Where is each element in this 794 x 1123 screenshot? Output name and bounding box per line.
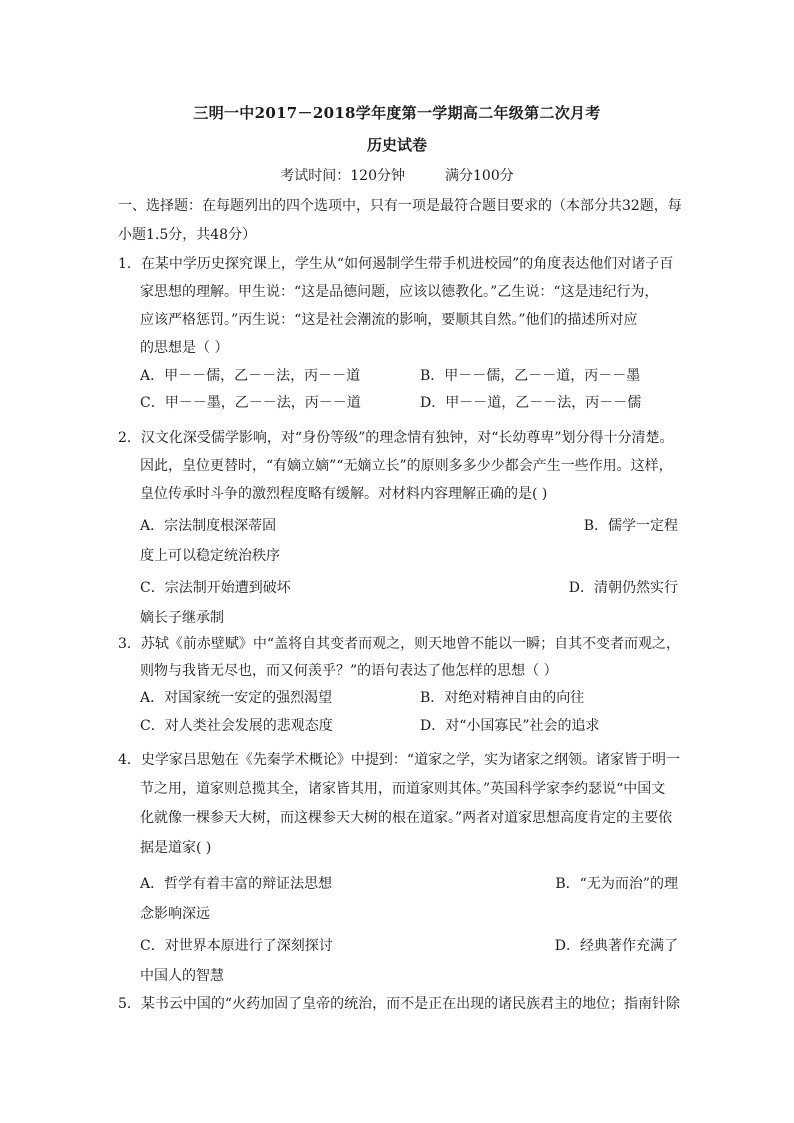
question-3-text: 则物与我皆无尽也，而又何羡乎？”的语句表达了他怎样的思想（ ） xyxy=(140,663,558,679)
question-5-text: 5．某书云中国的“火药加固了皇帝的统治，而不是正在出现的诸民族君主的地位；指南针除 xyxy=(118,996,681,1012)
question-4-option-d-cont: 中国人的智慧 xyxy=(140,968,224,984)
exam-meta xyxy=(0,165,794,185)
question-4-text: 据是道家( ) xyxy=(140,840,212,856)
question-2-option-d-cont: 嫡长子继承制 xyxy=(140,610,224,626)
question-1-text: 应该严格惩罚。”丙生说：“这是社会潮流的影响，要顺其自然。”他们的描述所对应 xyxy=(140,312,638,328)
question-4-option-b: B．“无为而治”的理 xyxy=(555,876,678,892)
question-2-text: 因此，皇位更替时，“有嫡立嫡”“无嫡立长”的原则多多少少都会产生一些作用。这样， xyxy=(140,458,673,474)
question-1-option-b: B．甲－－儒，乙－－道，丙－－墨 xyxy=(420,368,641,384)
question-3-text: 3．苏轼《前赤壁赋》中“盖将自其变者而观之，则天地曾不能以一瞬；自其不变者而观之， xyxy=(118,636,681,652)
question-4-option-a: A．哲学有着丰富的辩证法思想 xyxy=(140,876,333,892)
question-1-option-a: A．甲－－儒，乙－－法，丙－－道 xyxy=(140,368,361,384)
exam-title: 三明一中2017－2018学年度第一学期高二年级第二次月考 xyxy=(193,104,601,122)
question-1-text: 家思想的理解。甲生说：“这是品德问题，应该以德教化。”乙生说：“这是违纪行为， xyxy=(140,284,659,300)
question-2-text: 2．汉文化深受儒学影响，对“身份等级”的理念情有独钟，对“长幼尊卑”划分得十分清楚。 xyxy=(118,430,674,446)
question-2-option-a: A．宗法制度根深蒂固 xyxy=(140,518,277,534)
question-1-option-d: D．甲－－道，乙－－法，丙－－儒 xyxy=(420,395,642,411)
question-4-text: 4．史学家吕思勉在《先秦学术概论》中提到：“道家之学，实为诸家之纲领。诸家皆于明一 xyxy=(118,752,681,768)
question-1-option-c: C．甲－－墨，乙－－法，丙－－道 xyxy=(140,395,361,411)
question-4-text: 节之用，道家则总揽其全，诸家皆其用，而道家则其体。”英国科学家李约瑟说“中国文 xyxy=(140,781,666,797)
question-1-text: 1．在某中学历史探究课上，学生从“如何遏制学生带手机进校园”的角度表达他们对诸子百 xyxy=(118,256,674,272)
question-2-option-d: D．清朝仍然实行 xyxy=(568,580,678,596)
exam-time: 考试时间：120分钟 xyxy=(280,168,405,184)
question-2-option-c: C．宗法制开始遭到破坏 xyxy=(140,580,291,596)
question-2-option-b-cont: 度上可以稳定统治秩序 xyxy=(140,548,280,564)
question-1-text: 的思想是（ ） xyxy=(140,340,229,356)
question-4-option-c: C．对世界本原进行了深刻探讨 xyxy=(140,938,333,954)
exam-subtitle: 历史试卷 xyxy=(366,136,427,154)
question-4-text: 化就像一棵参天大树，而这棵参天大树的根在道家。”两者对道家思想高度肯定的主要依 xyxy=(140,810,673,826)
question-3-option-b: B．对绝对精神自由的向往 xyxy=(420,690,585,706)
question-3-option-d: D．对“小国寡民”社会的追求 xyxy=(420,718,600,734)
section-instruction: 小题1.5分，共48分） xyxy=(118,227,257,243)
full-score: 满分100分 xyxy=(445,168,514,184)
question-3-option-c: C．对人类社会发展的悲观态度 xyxy=(140,718,333,734)
question-2-option-b: B．儒学一定程 xyxy=(583,518,678,534)
section-instruction: 一、选择题：在每题列出的四个选项中，只有一项是最符合题目要求的（本部分共32题，每 xyxy=(118,198,682,214)
question-4-option-d: D．经典著作充满了 xyxy=(554,938,678,954)
question-2-text: 皇位传承时斗争的激烈程度略有缓解。对材料内容理解正确的是( ) xyxy=(140,486,548,502)
question-3-option-a: A．对国家统一安定的强烈渴望 xyxy=(140,690,333,706)
question-4-option-b-cont: 念影响深远 xyxy=(140,906,210,922)
